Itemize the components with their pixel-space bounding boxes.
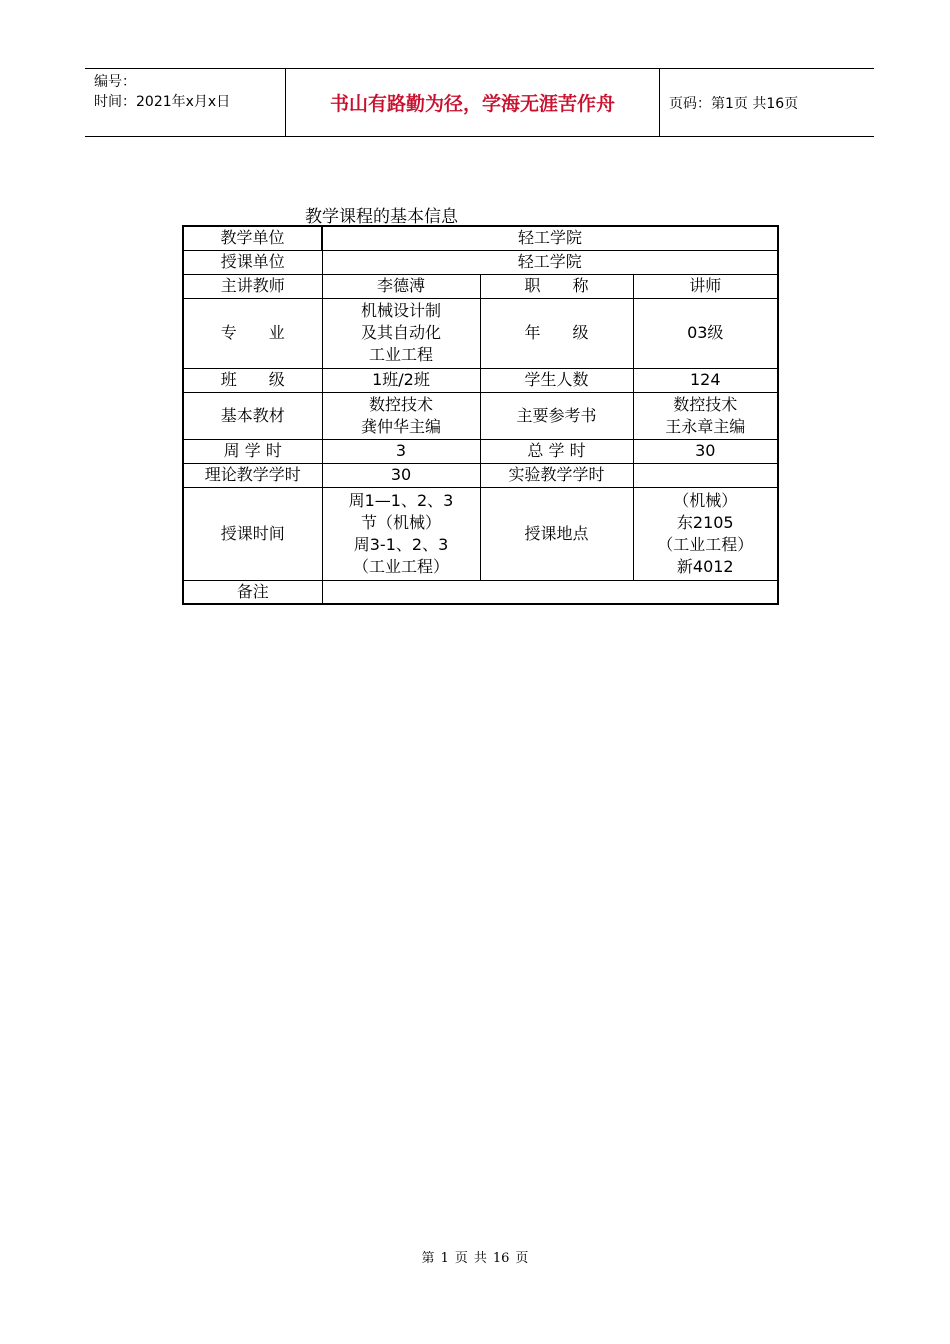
dept-label: 授课单位 xyxy=(183,250,322,274)
table-row xyxy=(183,298,778,368)
students-value: 124 xyxy=(633,368,778,392)
course-info-table xyxy=(182,225,779,605)
unit-label: 教学单位 xyxy=(183,226,322,250)
table-row xyxy=(183,439,778,463)
theory-hours-value: 30 xyxy=(322,463,480,487)
location-value: （机械） 东2105 （工业工程） 新4012 xyxy=(633,487,778,580)
weekly-hours-label: 周 学 时 xyxy=(183,439,322,463)
title-label: 职 称 xyxy=(480,274,633,298)
footer-page-number: 1 xyxy=(440,1251,449,1266)
dept-value: 轻工学院 xyxy=(322,250,778,274)
table-row xyxy=(183,226,778,250)
page-header xyxy=(85,68,874,137)
header-meta xyxy=(85,69,286,136)
motto: 书山有路勤为径，学海无涯苦作舟 xyxy=(286,69,660,136)
class-label: 班 级 xyxy=(183,368,322,392)
teacher-value: 李德溥 xyxy=(322,274,480,298)
footer-text: 共 xyxy=(473,1251,487,1266)
footer-text: 页 xyxy=(454,1251,468,1266)
textbook-value: 数控技术 龚仲华主编 xyxy=(322,392,480,439)
location-label: 授课地点 xyxy=(480,487,633,580)
table-row xyxy=(183,463,778,487)
schedule-value: 周1—1、2、3 节（机械） 周3-1、2、3 （工业工程） xyxy=(322,487,480,580)
note-label: 备注 xyxy=(183,580,322,604)
grade-value: 03级 xyxy=(633,298,778,368)
footer-total-pages: 16 xyxy=(492,1251,510,1266)
table-caption: 教学课程的基本信息 xyxy=(305,207,458,227)
note-value xyxy=(322,580,778,604)
lab-hours-label: 实验教学学时 xyxy=(480,463,633,487)
footer-text: 第 xyxy=(421,1251,435,1266)
students-label: 学生人数 xyxy=(480,368,633,392)
table-row xyxy=(183,368,778,392)
title-value: 讲师 xyxy=(633,274,778,298)
textbook-label: 基本教材 xyxy=(183,392,322,439)
table-row xyxy=(183,392,778,439)
major-label: 专 业 xyxy=(183,298,322,368)
page-indicator: 页码：第1页 共16页 xyxy=(669,95,799,112)
time-label: 时间：2021年x月x日 xyxy=(94,94,231,110)
teacher-label: 主讲教师 xyxy=(183,274,322,298)
code-label: 编号： xyxy=(94,74,136,90)
table-row xyxy=(183,250,778,274)
theory-hours-label: 理论教学学时 xyxy=(183,463,322,487)
schedule-label: 授课时间 xyxy=(183,487,322,580)
table-row xyxy=(183,487,778,580)
footer-text: 页 xyxy=(515,1251,529,1266)
lab-hours-value xyxy=(633,463,778,487)
major-value: 机械设计制 及其自动化 工业工程 xyxy=(322,298,480,368)
table-row xyxy=(183,580,778,604)
grade-label: 年 级 xyxy=(480,298,633,368)
total-hours-label: 总 学 时 xyxy=(480,439,633,463)
total-hours-value: 30 xyxy=(633,439,778,463)
reference-value: 数控技术 王永章主编 xyxy=(633,392,778,439)
table-row xyxy=(183,274,778,298)
unit-value: 轻工学院 xyxy=(322,226,778,250)
page-footer xyxy=(0,1247,950,1266)
class-value: 1班/2班 xyxy=(322,368,480,392)
weekly-hours-value: 3 xyxy=(322,439,480,463)
reference-label: 主要参考书 xyxy=(480,392,633,439)
